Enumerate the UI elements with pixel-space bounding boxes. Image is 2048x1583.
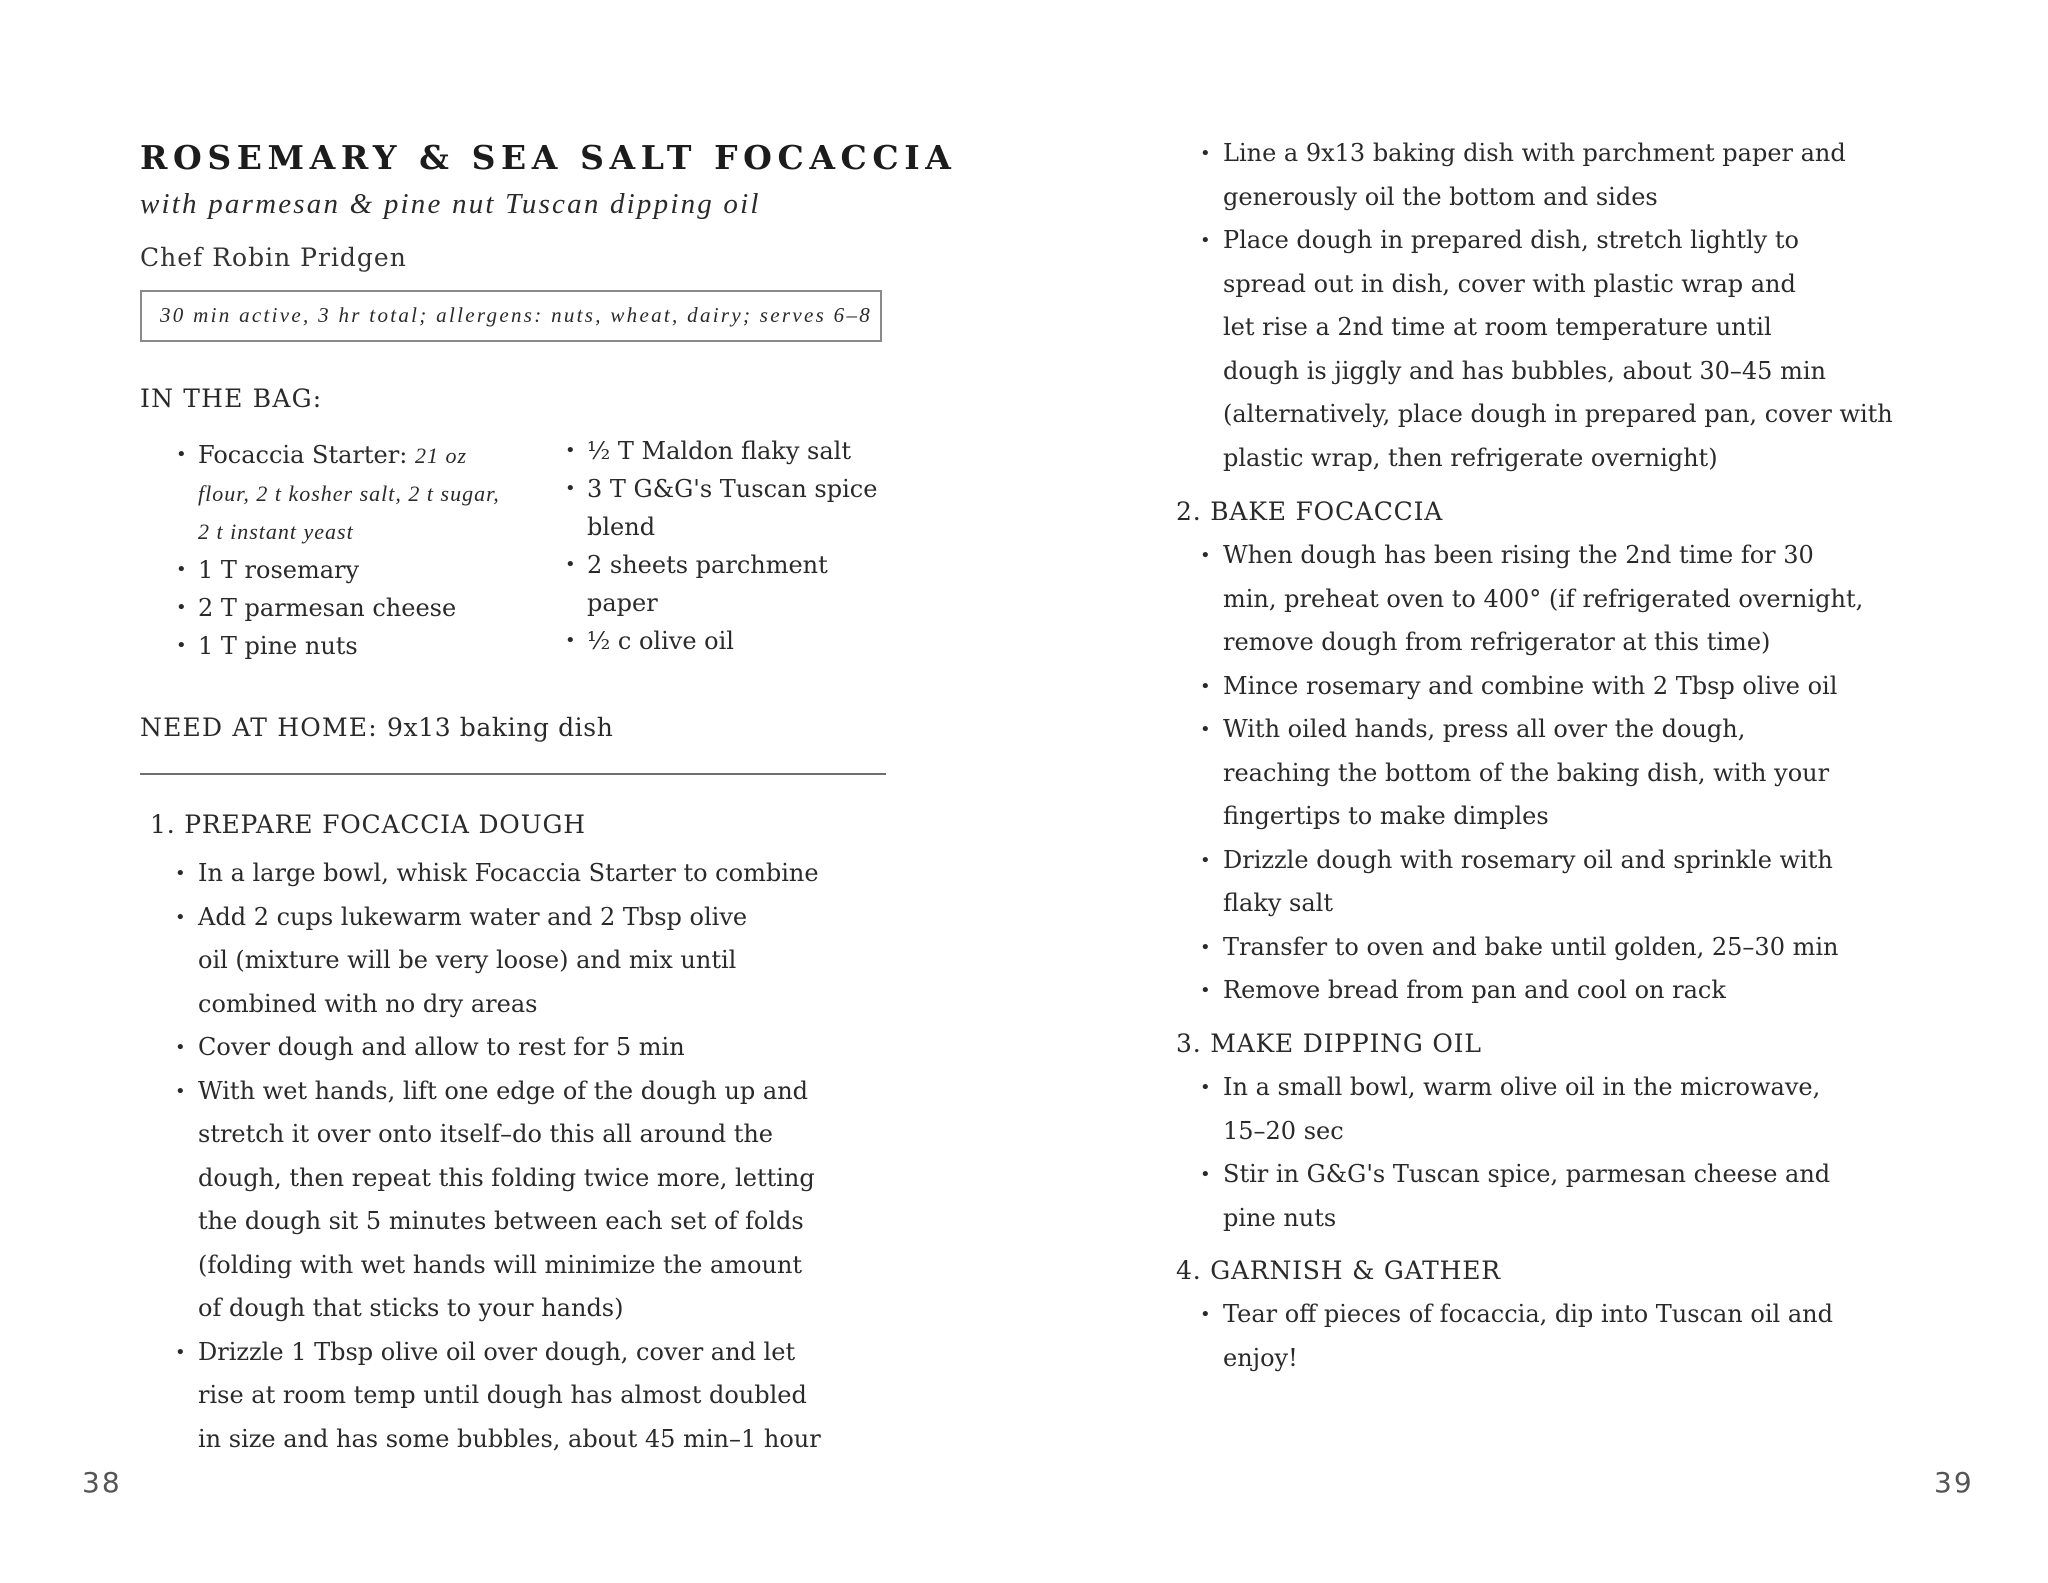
bullet-icon: • — [175, 1341, 186, 1363]
bullet-icon: • — [1200, 719, 1211, 740]
need-at-home-label: NEED AT HOME: — [140, 713, 378, 742]
bullet-icon: • — [1200, 545, 1211, 566]
step-bullet: • With oiled hands, press all over the dough, reaching the bottom of the baking dish, with your fingertips to make dimples — [1200, 708, 1980, 839]
step-3-heading: 3. MAKE DIPPING OIL — [1176, 1029, 1482, 1058]
step-4-heading: 4. GARNISH & GATHER — [1176, 1256, 1501, 1285]
bullet-icon: • — [175, 1037, 186, 1058]
bullet-icon: • — [175, 906, 186, 928]
step-1-continued-list — [1200, 132, 1960, 480]
recipe-meta-text: 30 min active, 3 hr total; allergens: nuts, wheat, dairy; serves 6–8 — [160, 303, 873, 327]
need-at-home-value: 9x13 baking dish — [387, 713, 614, 742]
ingredient-item: • ½ T Maldon flaky salt — [565, 432, 945, 470]
step-bullet: • With wet hands, lift one edge of the dough up and stretch it over onto itself–do this all around the dough, then repeat this folding twice more, letting the dough sit 5 minutes between each set of folds (folding with wet hands will minimize the amount of dough that sticks to your hands) — [175, 1070, 895, 1331]
bullet-icon: • — [1200, 936, 1211, 958]
need-at-home — [140, 713, 613, 742]
bullet-icon: • — [1200, 675, 1211, 697]
bullet-icon: • — [1200, 143, 1211, 164]
bullet-icon: • — [176, 444, 187, 465]
in-the-bag-label: IN THE BAG: — [140, 384, 323, 413]
step-bullet: • Cover dough and allow to rest for 5 min — [175, 1026, 895, 1070]
page-number-right: 39 — [1934, 1466, 1974, 1499]
ingredient-item: • 2 sheets parchment paper — [565, 546, 945, 622]
step-3-list — [1200, 1066, 1960, 1240]
section-divider — [140, 773, 886, 775]
ingredient-item: • 1 T rosemary — [176, 551, 546, 589]
bullet-icon: • — [1200, 230, 1211, 251]
recipe-meta-box — [140, 290, 882, 342]
right-page — [1024, 0, 2048, 1583]
step-bullet: • Drizzle 1 Tbsp olive oil over dough, cover and let rise at room temp until dough has almost doubled in size and has some bubbles, about 45 min–1 hour — [175, 1331, 895, 1462]
ingredient-item: • ½ c olive oil — [565, 622, 945, 660]
step-bullet: • In a small bowl, warm olive oil in the microwave, 15–20 sec — [1200, 1066, 1960, 1153]
ingredient-item: • 1 T pine nuts — [176, 627, 546, 665]
ingredient-item: • 2 T parmesan cheese — [176, 589, 546, 627]
bullet-icon: • — [175, 863, 186, 884]
bullet-icon: • — [175, 1080, 186, 1102]
bullet-icon: • — [1200, 1077, 1211, 1098]
step-bullet: • Line a 9x13 baking dish with parchment paper and generously oil the bottom and sides — [1200, 132, 1960, 219]
page-number-left: 38 — [82, 1466, 122, 1499]
step-bullet: • In a large bowl, whisk Focaccia Starter to combine — [175, 852, 895, 896]
step-4-list — [1200, 1293, 1960, 1380]
step-bullet: • Stir in G&G's Tuscan spice, parmesan cheese and pine nuts — [1200, 1153, 1960, 1240]
step-bullet: • Drizzle dough with rosemary oil and sprinkle with flaky salt — [1200, 839, 1980, 926]
ingredient-item: • Focaccia Starter: 21 oz flour, 2 t kosher salt, 2 t sugar, 2 t instant yeast — [176, 436, 546, 551]
bullet-icon: • — [1200, 980, 1211, 1001]
step-1-heading: 1. PREPARE FOCACCIA DOUGH — [150, 810, 586, 839]
bullet-icon: • — [1200, 1304, 1211, 1325]
chef-name: Chef Robin Pridgen — [140, 243, 407, 272]
recipe-title: ROSEMARY & SEA SALT FOCACCIA — [140, 138, 957, 177]
bullet-icon: • — [1200, 1164, 1211, 1185]
bullet-icon: • — [565, 630, 576, 651]
bullet-icon: • — [565, 478, 576, 499]
step-bullet: • Place dough in prepared dish, stretch lightly to spread out in dish, cover with plastic wrap and let rise a 2nd time at room temperature until dough is jiggly and has bubbles, about 30–45 min (alternatively, place dough in prepared pan, cover with plastic wrap, then refrigerate overnight) — [1200, 219, 1960, 480]
bullet-icon: • — [176, 559, 187, 580]
step-bullet: • Transfer to oven and bake until golden, 25–30 min — [1200, 926, 1980, 970]
bullet-icon: • — [176, 635, 187, 656]
step-2-list — [1200, 534, 1980, 1013]
ingredient-item: • 3 T G&G's Tuscan spice blend — [565, 470, 945, 546]
step-bullet: • Mince rosemary and combine with 2 Tbsp olive oil — [1200, 665, 1980, 709]
bullet-icon: • — [565, 554, 576, 575]
step-bullet: • Remove bread from pan and cool on rack — [1200, 969, 1980, 1013]
step-2-heading: 2. BAKE FOCACCIA — [1176, 497, 1444, 526]
step-bullet: • When dough has been rising the 2nd time for 30 min, preheat oven to 400° (if refrigerated overnight, remove dough from refrigerator at this time) — [1200, 534, 1980, 665]
ingredients-column-1 — [176, 436, 546, 665]
step-bullet: • Add 2 cups lukewarm water and 2 Tbsp olive oil (mixture will be very loose) and mix until combined with no dry areas — [175, 896, 895, 1027]
ingredients-column-2 — [565, 432, 945, 660]
bullet-icon: • — [565, 440, 576, 461]
bullet-icon: • — [176, 597, 187, 618]
step-1-list — [175, 852, 895, 1461]
recipe-subtitle: with parmesan & pine nut Tuscan dipping oil — [140, 188, 761, 220]
step-bullet: • Tear off pieces of focaccia, dip into Tuscan oil and enjoy! — [1200, 1293, 1960, 1380]
bullet-icon: • — [1200, 849, 1211, 871]
